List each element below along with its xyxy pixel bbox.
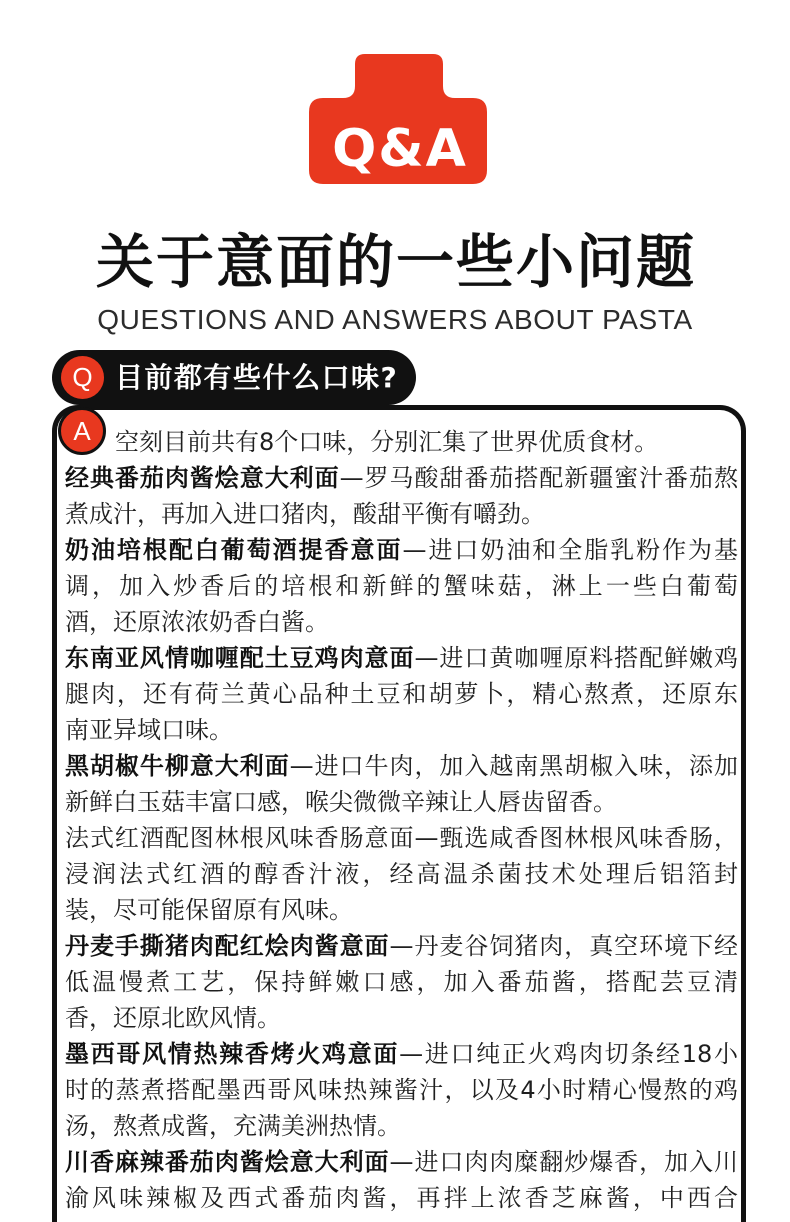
flavor-desc: —进口肉肉糜翻炒爆香，加入川 [389, 1148, 738, 1176]
flavor-line: 调，加入炒香后的培根和新鲜的蟹味菇，淋上一些白葡萄 [65, 572, 738, 600]
flavor-line: 汤，熬煮成酱，充满美洲热情。 [65, 1112, 401, 1140]
flavor-line: 腿肉，还有荷兰黄心品种土豆和胡萝卜，精心熬煮，还原东 [65, 680, 738, 708]
answer-intro: 空刻目前共有8个口味，分别汇集了世界优质食材。 [115, 428, 659, 456]
flavor-desc: —进口黄咖喱原料搭配鲜嫩鸡 [414, 644, 738, 672]
answer-text [65, 424, 738, 1216]
flavor-name: 经典番茄肉酱烩意大利面 [65, 464, 340, 492]
flavor-desc: —甄选咸香图林根风味香肠， [414, 824, 738, 852]
flavor-item [65, 820, 738, 928]
flavor-line: 浸润法式红酒的醇香汁液，经高温杀菌技术处理后铝箔封 [65, 860, 738, 888]
flavor-name: 墨西哥风情热辣香烤火鸡意面 [65, 1040, 400, 1068]
flavor-name: 奶油培根配白葡萄酒提香意面 [65, 536, 403, 564]
flavor-line: 新鲜白玉菇丰富口感，喉尖微微辛辣让人唇齿留香。 [65, 788, 617, 816]
flavor-name: 黑胡椒牛柳意大利面 [65, 752, 290, 780]
flavor-item [65, 460, 738, 532]
flavor-desc: —罗马酸甜番茄搭配新疆蜜汁番茄熬 [339, 464, 738, 492]
flavor-item [65, 748, 738, 820]
flavor-item [65, 1036, 738, 1144]
flavor-line [65, 1036, 738, 1072]
flavor-line: 南亚异域口味。 [65, 716, 233, 744]
answer-marker: A [58, 407, 106, 455]
qa-badge [309, 54, 489, 186]
flavor-item [65, 928, 738, 1036]
flavor-line: 渝风味辣椒及西式番茄肉酱，再拌上浓香芝麻酱，中西合 [65, 1184, 738, 1212]
flavor-line [65, 532, 738, 568]
flavor-line: 装，尽可能保留原有风味。 [65, 896, 353, 924]
flavor-line [65, 820, 738, 856]
flavor-line: 低温慢煮工艺，保持鲜嫩口感，加入番茄酱，搭配芸豆清 [65, 968, 738, 996]
flavor-name: 丹麦手撕猪肉配红烩肉酱意面 [65, 932, 390, 960]
flavor-line [65, 640, 738, 676]
flavor-item [65, 532, 738, 640]
page-title: 关于意面的一些小问题 [95, 228, 696, 296]
flavor-line [65, 748, 738, 784]
flavor-line: 煮成汁，再加入进口猪肉，酸甜平衡有嚼劲。 [65, 500, 545, 528]
question-marker: Q [61, 356, 104, 399]
qa-badge-label: Q&A [332, 119, 468, 179]
flavor-line [65, 460, 738, 496]
flavor-line [65, 1144, 738, 1180]
flavor-line: 酒，还原浓浓奶香白酱。 [65, 608, 329, 636]
flavor-line [65, 928, 738, 964]
question-text: 目前都有些什么口味? [115, 361, 399, 394]
flavor-line: 时的蒸煮搭配墨西哥风味热辣酱汁，以及4小时精心慢熬的鸡 [65, 1076, 738, 1104]
flavor-item [65, 640, 738, 748]
question-pill [52, 350, 416, 405]
page-subtitle: QUESTIONS AND ANSWERS ABOUT PASTA [97, 304, 693, 335]
flavor-name: 川香麻辣番茄肉酱烩意大利面 [65, 1148, 390, 1176]
flavor-name: 法式红酒配图林根风味香肠意面 [65, 824, 415, 852]
flavor-desc: —进口纯正火鸡肉切条经18小 [399, 1040, 738, 1068]
flavor-desc: —进口奶油和全脂乳粉作为基 [402, 536, 738, 564]
flavor-item [65, 1144, 738, 1216]
flavor-name: 东南亚风情咖喱配土豆鸡肉意面 [65, 644, 415, 672]
flavor-desc: —进口牛肉，加入越南黑胡椒入味，添加 [289, 752, 738, 780]
flavor-desc: —丹麦谷饲猪肉，真空环境下经 [389, 932, 738, 960]
flavor-line: 香，还原北欧风情。 [65, 1004, 281, 1032]
